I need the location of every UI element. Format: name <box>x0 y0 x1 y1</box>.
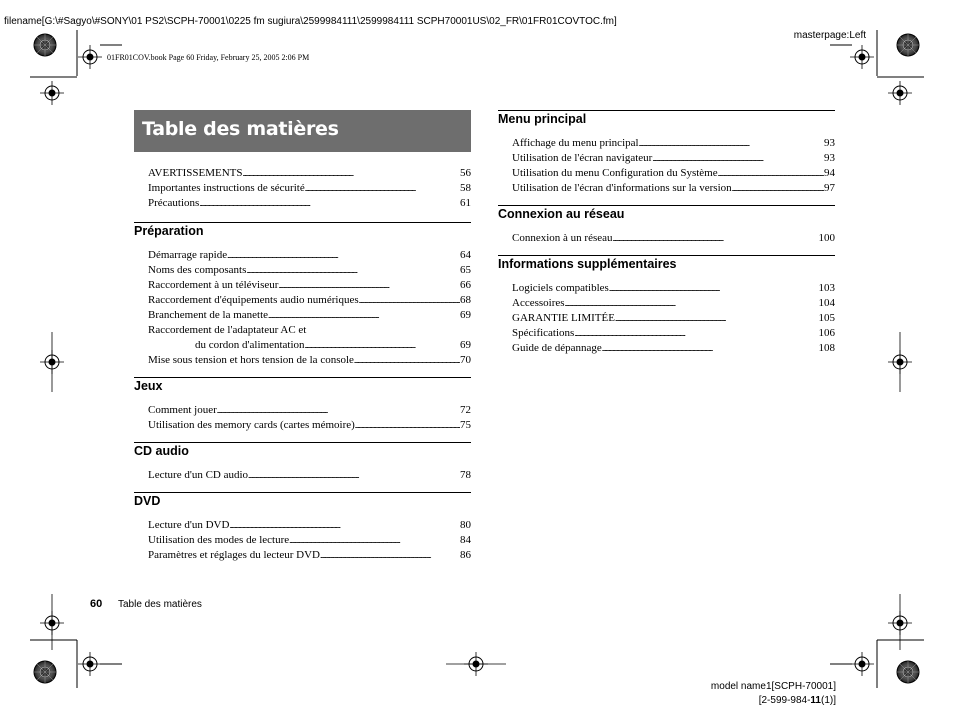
toc-entry-page: 61 <box>460 197 471 209</box>
toc-entry-page: 105 <box>818 312 835 324</box>
toc-entry-title: du cordon d'alimentation <box>195 339 305 351</box>
toc-entry-title: Noms des composants <box>148 264 247 276</box>
toc-entry-title: Importantes instructions de sécurité <box>148 182 305 194</box>
toc-entry[interactable] <box>134 533 471 548</box>
toc-entry-title: Raccordement d'équipements audio numériques <box>148 294 359 306</box>
toc-leader-dots <box>574 326 818 341</box>
left-column <box>134 166 471 563</box>
toc-leader-dots <box>229 518 460 533</box>
toc-entry-page: 93 <box>824 137 835 149</box>
toc-leader-dots <box>289 533 460 548</box>
toc-entry[interactable] <box>498 181 835 196</box>
section-heading: Menu principal <box>498 110 835 129</box>
toc-leader-dots <box>639 136 824 151</box>
toc-leader-dots <box>305 338 460 353</box>
toc-entry-page: 75 <box>460 419 471 431</box>
toc-entry-page: 65 <box>460 264 471 276</box>
toc-entry[interactable] <box>134 248 471 263</box>
toc-leader-dots <box>355 418 460 433</box>
toc-entry-title: Démarrage rapide <box>148 249 228 261</box>
filename-line: filename[G:\#Sagyo\#SONY\01 PS2\SCPH-70001\0225 fm sugiura\2599984111\2599984111 SCPH70001US\02_FR\01FR01COVTOC.fm] <box>4 16 617 27</box>
toc-leader-dots <box>652 151 824 166</box>
toc-entry-page: 106 <box>818 327 835 339</box>
section-heading: Préparation <box>134 222 471 241</box>
toc-leader-dots <box>354 353 460 368</box>
toc-entry-page: 68 <box>460 294 471 306</box>
section-heading: Connexion au réseau <box>498 205 835 224</box>
toc-leader-dots <box>246 263 460 278</box>
toc-entry[interactable] <box>498 166 835 181</box>
right-column <box>498 110 835 356</box>
toc-entry-title: Lecture d'un CD audio <box>148 469 249 481</box>
toc-entry-page: 97 <box>824 182 835 194</box>
toc-entry[interactable] <box>498 296 835 311</box>
toc-entry[interactable] <box>134 353 471 368</box>
toc-entry-page: 104 <box>818 297 835 309</box>
toc-entry-page: 78 <box>460 469 471 481</box>
toc-entry-title: Utilisation de l'écran navigateur <box>512 152 653 164</box>
toc-entry[interactable] <box>134 338 471 353</box>
toc-leader-dots <box>242 166 460 181</box>
toc-entry[interactable] <box>498 281 835 296</box>
toc-leader-dots <box>718 166 824 181</box>
toc-entry-page: 84 <box>460 534 471 546</box>
toc-entry-title: Utilisation des modes de lecture <box>148 534 290 546</box>
toc-entry-title: AVERTISSEMENTS <box>148 167 243 179</box>
section-heading: Jeux <box>134 377 471 396</box>
masterpage-label: masterpage:Left <box>793 30 866 41</box>
toc-entry-page: 72 <box>460 404 471 416</box>
toc-entry[interactable] <box>134 196 471 211</box>
footer-label: Table des matières <box>118 599 202 610</box>
toc-entry[interactable] <box>498 136 835 151</box>
model-line-1: model name1[SCPH-70001] <box>710 681 836 692</box>
toc-entry-title: Affichage du menu principal <box>512 137 639 149</box>
toc-leader-dots <box>199 196 460 211</box>
toc-entry[interactable] <box>134 403 471 418</box>
toc-entry-title: GARANTIE LIMITÉE <box>512 312 615 324</box>
toc-leader-dots <box>359 293 460 308</box>
toc-leader-dots <box>217 403 460 418</box>
toc-entry[interactable] <box>134 263 471 278</box>
toc-entry-page: 94 <box>824 167 835 179</box>
toc-entry[interactable] <box>134 293 471 308</box>
toc-entry-title: Guide de dépannage <box>512 342 602 354</box>
toc-leader-dots <box>613 231 819 246</box>
toc-entry-title: Branchement de la manette <box>148 309 269 321</box>
toc-entry-title: Connexion à un réseau <box>512 232 613 244</box>
toc-leader-dots <box>268 308 460 323</box>
toc-entry[interactable] <box>134 278 471 293</box>
toc-entry-page: 64 <box>460 249 471 261</box>
toc-entry[interactable] <box>498 326 835 341</box>
toc-entry[interactable] <box>498 151 835 166</box>
toc-entry-title: Spécifications <box>512 327 575 339</box>
toc-entry-title: Raccordement à un téléviseur <box>148 279 279 291</box>
toc-leader-dots <box>227 248 460 263</box>
toc-entry-title: Mise sous tension et hors tension de la console <box>148 354 354 366</box>
toc-entry-page: 66 <box>460 279 471 291</box>
toc-entry-page: 103 <box>818 282 835 294</box>
toc-leader-dots <box>732 181 824 196</box>
page-title: Table des matières <box>142 118 339 140</box>
toc-entry-page: 69 <box>460 309 471 321</box>
toc-leader-dots <box>609 281 819 296</box>
section-heading: CD audio <box>134 442 471 461</box>
book-info: 01FR01COV.book Page 60 Friday, February 25, 2005 2:06 PM <box>107 53 310 62</box>
toc-entry[interactable] <box>498 231 835 246</box>
toc-entry-title: Comment jouer <box>148 404 217 416</box>
toc-entry-page: 80 <box>460 519 471 531</box>
toc-entry[interactable] <box>134 181 471 196</box>
toc-leader-dots <box>278 278 460 293</box>
toc-leader-dots <box>248 468 460 483</box>
toc-entry-title: Accessoires <box>512 297 565 309</box>
toc-entry-page: 108 <box>818 342 835 354</box>
toc-entry[interactable] <box>134 518 471 533</box>
toc-entry-page: 70 <box>460 354 471 366</box>
toc-entry-title: Utilisation des memory cards (cartes mémoire) <box>148 419 355 431</box>
toc-leader-dots <box>615 311 819 326</box>
section-heading: Informations supplémentaires <box>498 255 835 274</box>
toc-leader-dots <box>565 296 819 311</box>
toc-entry-title: Lecture d'un DVD <box>148 519 230 531</box>
toc-entry-page: 56 <box>460 167 471 179</box>
toc-entry[interactable] <box>134 548 471 563</box>
toc-entry-title: Précautions <box>148 197 200 209</box>
model-line-2: [2-599-984-11(1)] <box>758 695 836 706</box>
toc-entry-title: Raccordement de l'adaptateur AC et <box>148 324 307 336</box>
toc-leader-dots <box>305 181 460 196</box>
toc-entry-page: 69 <box>460 339 471 351</box>
toc-entry-page: 93 <box>824 152 835 164</box>
section-heading: DVD <box>134 492 471 511</box>
page-number: 60 <box>90 598 103 610</box>
toc-entry[interactable] <box>134 323 471 338</box>
toc-entry-title: Utilisation du menu Configuration du Système <box>512 167 718 179</box>
toc-leader-dots <box>602 341 819 356</box>
toc-entry-page: 58 <box>460 182 471 194</box>
toc-entry-title: Logiciels compatibles <box>512 282 609 294</box>
toc-entry[interactable] <box>498 311 835 326</box>
title-bar <box>134 110 471 152</box>
toc-entry[interactable] <box>134 308 471 323</box>
toc-entry-page: 86 <box>460 549 471 561</box>
model-info <box>711 680 836 708</box>
toc-entry-page: 100 <box>818 232 835 244</box>
toc-entry[interactable] <box>498 341 835 356</box>
toc-leader-dots <box>320 548 460 563</box>
toc-entry-title: Paramètres et réglages du lecteur DVD <box>148 549 320 561</box>
toc-entry[interactable] <box>134 166 471 181</box>
toc-entry[interactable] <box>134 418 471 433</box>
toc-entry-title: Utilisation de l'écran d'informations sur la version <box>512 182 732 194</box>
toc-entry[interactable] <box>134 468 471 483</box>
